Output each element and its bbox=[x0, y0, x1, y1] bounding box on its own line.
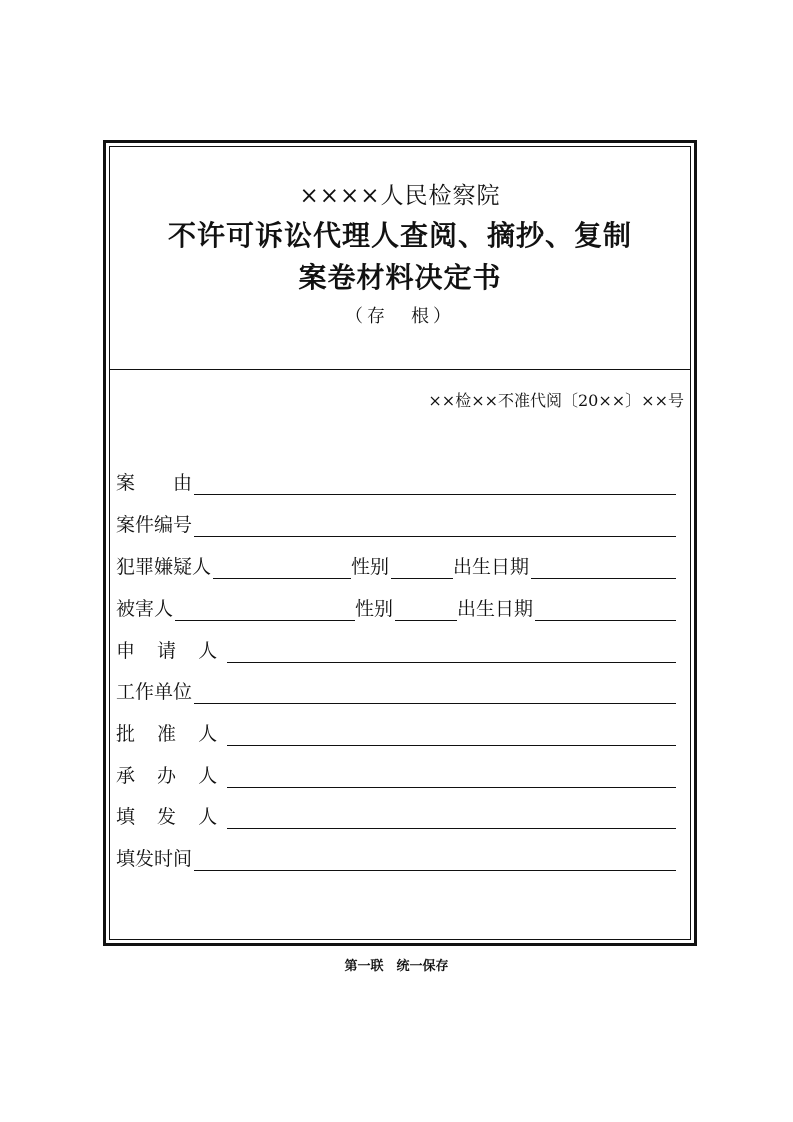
case-reason-field[interactable] bbox=[194, 472, 676, 495]
applicant-field[interactable] bbox=[227, 640, 676, 663]
case-number-field[interactable] bbox=[194, 514, 676, 537]
handler-field[interactable] bbox=[227, 765, 676, 788]
row-issuer bbox=[116, 799, 676, 829]
label-suspect: 犯罪嫌疑人 bbox=[116, 556, 212, 578]
row-suspect bbox=[116, 549, 676, 579]
suspect-gender-field[interactable] bbox=[391, 556, 453, 579]
document-inner-frame bbox=[109, 146, 691, 940]
label-case-number: 案件编号 bbox=[116, 514, 193, 536]
row-victim bbox=[116, 591, 676, 621]
label-applicant: 申 请 人 bbox=[116, 640, 226, 662]
label-handler: 承 办 人 bbox=[116, 765, 226, 787]
suspect-birth-date-field[interactable] bbox=[531, 556, 676, 579]
victim-gender-field[interactable] bbox=[395, 598, 457, 621]
row-case-number bbox=[116, 507, 676, 537]
row-approver bbox=[116, 716, 676, 746]
approver-field[interactable] bbox=[227, 723, 676, 746]
victim-field[interactable] bbox=[175, 598, 355, 621]
stub-subtitle: （存 根） bbox=[345, 306, 455, 327]
label-issue-time: 填发时间 bbox=[116, 848, 193, 870]
document-number: ××检××不准代阅〔20××〕××号 bbox=[428, 391, 684, 410]
suspect-field[interactable] bbox=[213, 556, 351, 579]
victim-birth-date-field[interactable] bbox=[535, 598, 676, 621]
title-line-1: 不许可诉讼代理人查阅、摘抄、复制 bbox=[167, 219, 632, 252]
label-victim: 被害人 bbox=[116, 598, 174, 620]
procuratorate-name: ××××人民检察院 bbox=[299, 183, 501, 209]
label-issuer: 填 发 人 bbox=[116, 806, 226, 828]
row-handler bbox=[116, 758, 676, 788]
row-applicant bbox=[116, 633, 676, 663]
label-work-unit: 工作单位 bbox=[116, 681, 193, 703]
label-approver: 批 准 人 bbox=[116, 723, 226, 745]
issue-time-field[interactable] bbox=[194, 848, 676, 871]
document-frame bbox=[103, 140, 697, 946]
title-line-2: 案卷材料决定书 bbox=[298, 261, 502, 294]
label-suspect-gender: 性别 bbox=[351, 556, 390, 578]
row-work-unit bbox=[116, 674, 676, 704]
copy-note: 第一联 统一保存 bbox=[344, 959, 449, 974]
row-issue-time bbox=[116, 841, 676, 871]
label-victim-gender: 性别 bbox=[355, 598, 394, 620]
document-title bbox=[110, 215, 690, 299]
row-case-reason bbox=[116, 465, 676, 495]
label-suspect-birth-date: 出生日期 bbox=[453, 556, 530, 578]
header-divider bbox=[110, 369, 690, 370]
label-case-reason: 案 由 bbox=[116, 472, 193, 494]
issuer-field[interactable] bbox=[227, 806, 676, 829]
work-unit-field[interactable] bbox=[194, 681, 676, 704]
label-victim-birth-date: 出生日期 bbox=[457, 598, 534, 620]
